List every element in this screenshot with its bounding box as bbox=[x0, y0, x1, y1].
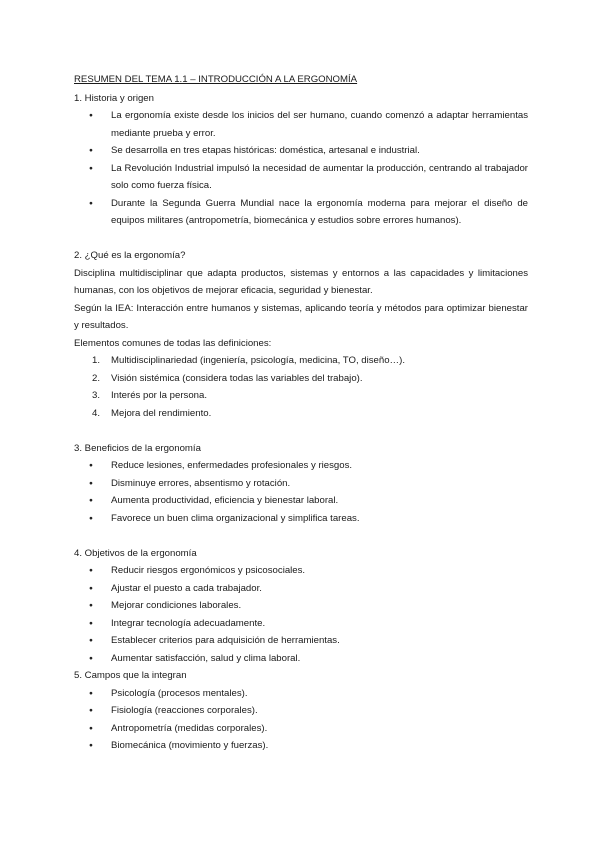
section-heading: 4. Objetivos de la ergonomía bbox=[74, 547, 197, 559]
list-item: ● Reducir riesgos ergonómicos y psicosociales. bbox=[74, 562, 528, 580]
item-text: Interés por la persona. bbox=[111, 390, 207, 401]
item-text: Mejora del rendimiento. bbox=[111, 407, 212, 419]
list-item: ● Psicología (procesos mentales). bbox=[74, 685, 528, 703]
list-item bbox=[74, 405, 528, 423]
list-item: ● Se desarrolla en tres etapas históricas: doméstica, artesanal e industrial. bbox=[74, 142, 528, 160]
section-heading: 2. ¿Qué es la ergonomía? bbox=[74, 250, 186, 261]
paragraph: Disciplina multidisciplinar que adapta productos, sistemas y entornos a las capacidades y limitaciones humanas, con los objetivos de mejorar eficacia, seguridad y bienestar. bbox=[74, 267, 528, 296]
spacer bbox=[74, 230, 528, 248]
item-number: 1. bbox=[92, 355, 101, 366]
bullet-list bbox=[74, 457, 528, 527]
spacer bbox=[74, 527, 528, 545]
list-item: ● Mejorar condiciones laborales. bbox=[74, 597, 528, 615]
item-number: 2. bbox=[92, 372, 101, 384]
list-item: ● Antropometría (medidas corporales). bbox=[74, 720, 528, 738]
list-item: ● La Revolución Industrial impulsó la necesidad de aumentar la producción, centrando al trabajador solo como fuerza física. bbox=[74, 160, 528, 195]
section-heading: 5. Campos que la integran bbox=[74, 670, 187, 681]
list-item: ● Reduce lesiones, enfermedades profesionales y riesgos. bbox=[74, 457, 528, 475]
document-content bbox=[74, 71, 528, 755]
bullet-list bbox=[74, 562, 528, 667]
item-text: Visión sistémica (considera todas las variables del trabajo). bbox=[111, 372, 363, 384]
list-item: ● Durante la Segunda Guerra Mundial nace la ergonomía moderna para mejorar el diseño de equipos militares (antropometría, biomecánica y estudios sobre errores humanos). bbox=[74, 195, 528, 230]
list-item: ● Favorece un buen clima organizacional y simplifica tareas. bbox=[74, 510, 528, 528]
list-item: ● Disminuye errores, absentismo y rotación. bbox=[74, 475, 528, 493]
spacer bbox=[74, 422, 528, 440]
list-item: ● La ergonomía existe desde los inicios del ser humano, cuando comenzó a adaptar herramientas mediante prueba y error. bbox=[74, 107, 528, 142]
document-title: RESUMEN DEL TEMA 1.1 – INTRODUCCIÓN A LA ERGONOMÍA bbox=[74, 74, 358, 85]
paragraph: Elementos comunes de todas las definiciones: bbox=[74, 337, 272, 349]
item-number: 3. bbox=[92, 390, 101, 401]
list-item: ● Ajustar el puesto a cada trabajador. bbox=[74, 580, 528, 598]
list-item bbox=[74, 387, 528, 405]
section-heading: 3. Beneficios de la ergonomía bbox=[74, 442, 201, 454]
bullet-list bbox=[74, 107, 528, 230]
list-item bbox=[74, 370, 528, 388]
bullet-list bbox=[74, 685, 528, 755]
list-item: ● Establecer criterios para adquisición de herramientas. bbox=[74, 632, 528, 650]
list-item: ● Aumenta productividad, eficiencia y bienestar laboral. bbox=[74, 492, 528, 510]
paragraph: Según la IEA: Interacción entre humanos y sistemas, aplicando teoría y métodos para optimizar bienestar y resultados. bbox=[74, 302, 528, 331]
list-item: ● Integrar tecnología adecuadamente. bbox=[74, 615, 528, 633]
list-item: ● Fisiología (reacciones corporales). bbox=[74, 702, 528, 720]
list-item: ● Aumentar satisfacción, salud y clima laboral. bbox=[74, 650, 528, 668]
list-item bbox=[74, 352, 528, 370]
list-item: ● Biomecánica (movimiento y fuerzas). bbox=[74, 737, 528, 755]
item-number: 4. bbox=[92, 407, 101, 419]
item-text: Multidisciplinariedad (ingeniería, psicología, medicina, TO, diseño…). bbox=[111, 355, 406, 366]
numbered-list bbox=[74, 352, 528, 422]
section-heading: 1. Historia y origen bbox=[74, 92, 154, 104]
